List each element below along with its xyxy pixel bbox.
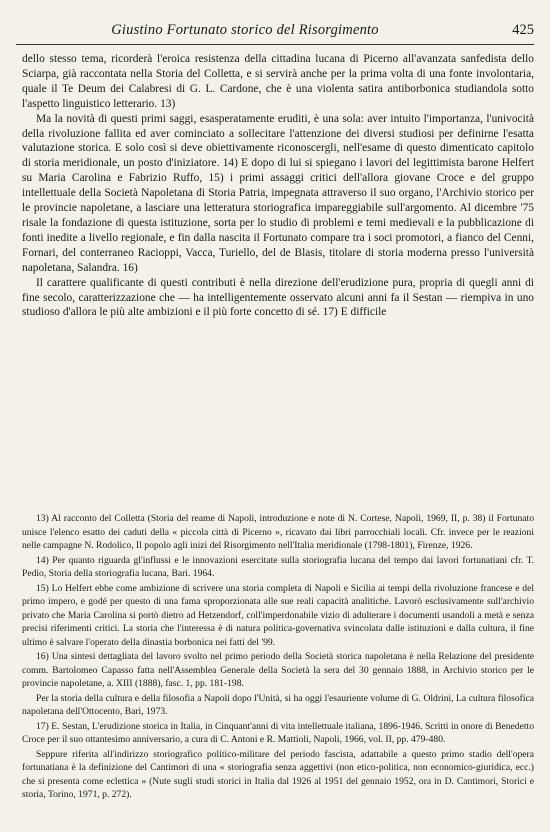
paragraph-3: Il carattere qualificante di questi contributi è nella direzione dell'erudizione pura, propria di quegli anni di fine secolo, caratterizzazione che — ha intelligentemente osservato alcuni anni fa il Sestan — riempiva in uno studioso d'allora le più alte ambizioni e il più forte concetto di sé. 17) E difficile — [22, 276, 534, 319]
header-rule — [16, 44, 534, 45]
footnote-15: 15) Lo Helfert ebbe come ambizione di scrivere una storia completa di Napoli e Sicilia ai tempi della rivoluzione francese e del primo impero, e godé per questo di una fama sproporzionata alle sue reali capacità analitiche. Lavorò esclusivamente sull'archivio privato che Maria Carolina si portò dietro ad Hetzendorf, coll'imperdonabile vizio di adulterare i documenti usandoli a metà e senza precisi riferimenti critici. La storia che l'interessa è di natura politica-governativa svincolata dalle istituzioni e dalla cultura, il fine ultimo è salvare l'operato della dinastia borbonica nei fatti del '99. — [22, 582, 534, 648]
footnote-17: 17) E. Sestan, L'erudizione storica in Italia, in Cinquant'anni di vita intellettuale italiana, 1896-1946. Scritti in onore di Benedetto Croce per il suo ottantesimo anniversario, a cura di C. Antoni e R. Mattioli, Napoli, 1966, vol. II, pp. 479-480. — [22, 720, 534, 745]
running-title: Giustino Fortunato storico del Risorgimento — [111, 22, 379, 38]
paragraph-1: dello stesso tema, ricorderà l'eroica resistenza della cittadina lucana di Picerno all'avanzata sanfedista dello Sciarpa, già raccontata nella Storia del Colletta, e si servirà anche per la prima volta di una fonte involontaria, quale il Te Deum dei Calabresi di G. L. Cardone, che è una violenta satira antiborbonica studiandola sotto l'aspetto linguistico letterario. 13) — [22, 53, 534, 110]
body-text — [22, 52, 534, 320]
footnote-14: 14) Per quanto riguarda gl'influssi e le innovazioni esercitate sulla storiografia lucana del tempo dai lavori fortunatiani cfr. T. Pedio, Storia della storiografia lucana, Bari. 1964. — [22, 554, 534, 579]
footnote-16: 16) Una sintesi dettagliata del lavoro svolto nel primo periodo della Società storica napoletana è nella Relazione del presidente comm. Bartolomeo Capasso fatta nell'Assemblea Generale della Società la sera del 30 gennaio 1888, in Archivio storico per le provincie napoletane, a. XIII (1888), fasc. 1, pp. 181-198. — [22, 651, 534, 689]
page-number: 425 — [512, 22, 534, 38]
page-header — [16, 22, 534, 44]
footnote-17-continuation: Seppure riferita all'indirizzo storiografico politico-militare del periodo fascista, adattabile a questo primo stadio dell'opera fortunatiana è la definizione del Cantimori di una « storiografia senza aggettivi (non etico-politica, non economico-giuridica, ecc.) che si presenta come eclettica » (Nute sugli studi storici in Italia dal 1926 al 1951 del gennaio 1952, ora in D. Cantimori, Storici e storia, Torino, 1971, p. 272). — [22, 748, 534, 800]
paragraph-2: Ma la novità di questi primi saggi, esasperatamente eruditi, è una sola: aver intuito l'importanza, l'univocità della rivoluzione fallita ed aver cominciato a sollecitare l'attenzione dei diversi studiosi per definirne l'esatta valutazione storica. E solo così si deve obiettivamente riconoscergli, nell'esame di questo dimenticato capitolo di storia meridionale, un posto d'iniziatore. 14) E dopo di lui si spiegano i lavori del legittimista barone Helfert su Maria Carolina e Fabrizio Ruffo, 15) i primi assaggi critici dell'allora giovane Croce e del gruppo intellettuale della Società Napoletana di Storia Patria, impegnata attraverso il suo organo, l'Archivio storico per le provincie napoletane, a lasciare una letteratura storiografica impareggiabile sull'argomento. Al dicembre '75 risale la fondazione di questa istituzione, sorta per lo studio di problemi e temi medievali e la pubblicazione di fonti inedite a livello regionale, e fin dalla nascita il Fortunato compare tra i soci promotori, a fianco del Cenni, Fornari, del conterraneo Racioppi, Vacca, Turiello, del de Blasis, titolare di storia moderna presso l'università napoletana, Salandra. 16) — [22, 112, 534, 274]
footnotes — [22, 512, 534, 803]
footnote-13: 13) Al racconto del Colletta (Storia del reame di Napoli, introduzione e note di N. Cortese, Napoli, 1969, II, p. 38) il Fortunato unisce l'elenco esatto dei caduti della « piccola città di Picerno », ricavato dai libri parrocchiali locali. Cfr. invece per le reazioni nelle campagne N. Rodolico, Il popolo agli inizi del Risorgimento nell'Italia meridionale (1798-1801), Firenze, 1926. — [22, 513, 534, 551]
footnote-16-continuation: Per la storia della cultura e della filosofia a Napoli dopo l'Unità, si ha oggi l'esauriente volume di G. Oldrini, La cultura filosofica napoletana dell'Ottocento, Bari, 1973. — [22, 692, 534, 717]
